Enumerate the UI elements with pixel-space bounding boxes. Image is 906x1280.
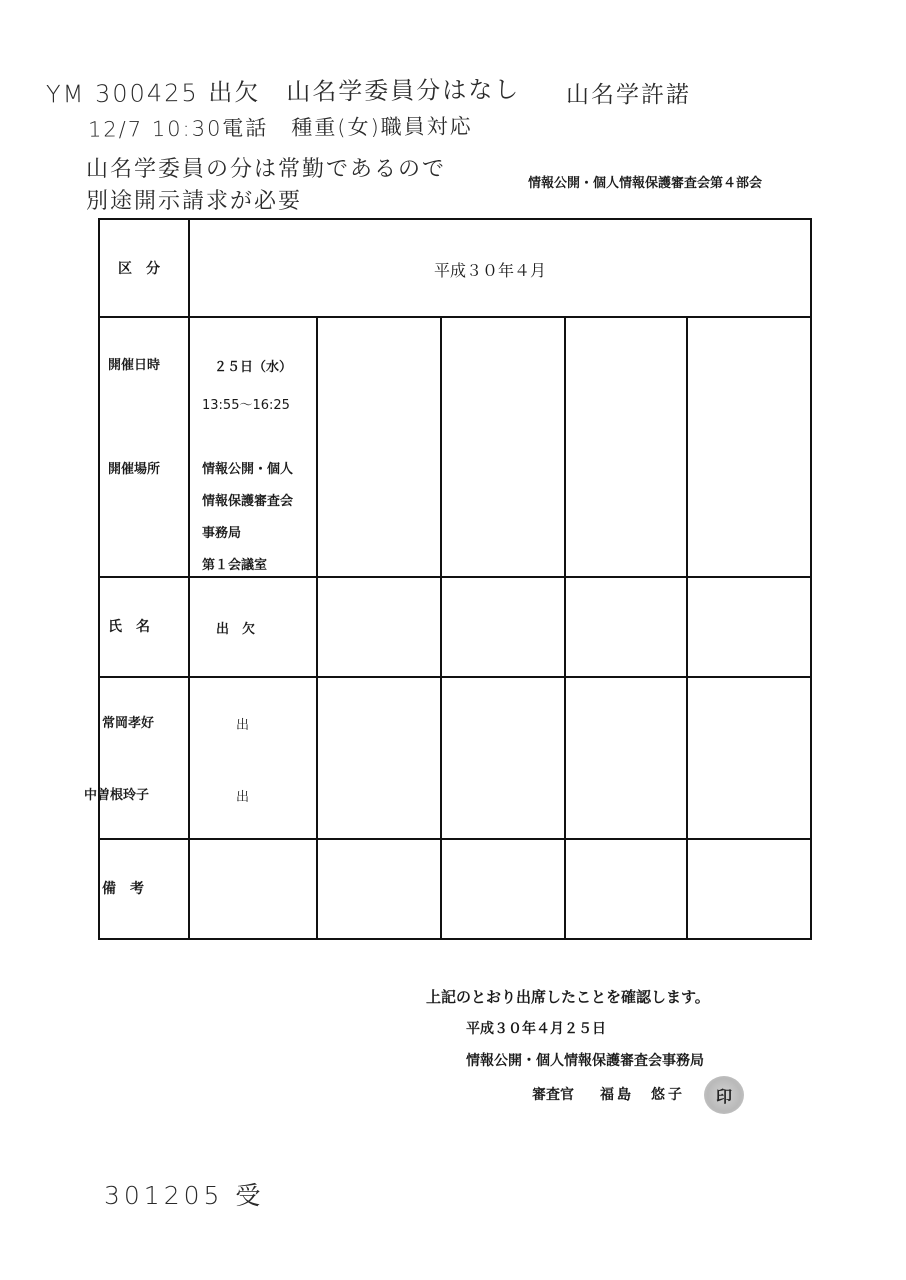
session-column-divider-1: [316, 316, 318, 940]
seal-stamp-icon: [704, 1076, 744, 1114]
category-label: 区 分: [118, 261, 160, 277]
confirmation-org: 情報公開・個人情報保護審査会事務局: [466, 1053, 704, 1069]
attendance-table: [84, 218, 812, 940]
handwritten-note-phone-call: 12/7 10:30電話 種重(女)職員対応: [87, 114, 473, 142]
document-header-org: 情報公開・個人情報保護審査会第４部会: [528, 176, 763, 191]
table-border-bottom: [98, 938, 812, 940]
session-column-divider-4: [686, 316, 688, 940]
label-column-divider: [188, 218, 190, 940]
confirmation-date: 平成３０年４月２５日: [466, 1021, 606, 1037]
session-column-divider-2: [440, 316, 442, 940]
month-header: 平成３０年４月: [434, 261, 547, 280]
session-column-divider-3: [564, 316, 566, 940]
seal-text: 印: [715, 1086, 732, 1106]
handwritten-note-attendance: YM 300425 出欠 山名学委員分はなし: [45, 75, 521, 109]
attendance-label: 出 欠: [216, 622, 256, 637]
remarks-label: 備 考: [102, 881, 144, 897]
venue-line-4: 第１会議室: [202, 558, 268, 573]
venue-line-1: 情報公開・個人: [202, 462, 294, 477]
confirmation-text: 上記のとおり出席したことを確認します。: [426, 988, 710, 1006]
handwritten-note-fulltime: 山名学委員の分は常勤であるので: [86, 157, 447, 182]
venue-line-2: 情報保護審査会: [202, 494, 294, 509]
table-border-right: [810, 218, 812, 940]
row-divider-members: [98, 838, 812, 840]
member-status-2: 出: [236, 790, 250, 805]
handwritten-note-separate-request: 別途開示請求が必要: [86, 189, 303, 214]
row-divider-name: [98, 676, 812, 678]
meeting-date: ２５日（水）: [214, 360, 293, 375]
row-divider-venue: [98, 576, 812, 578]
table-border-top: [98, 218, 812, 220]
name-label: 氏 名: [108, 619, 150, 635]
datetime-label: 開催日時: [108, 358, 161, 373]
examiner-name: 福島 悠子: [600, 1087, 685, 1103]
handwritten-note-permission: 山名学許諾: [566, 82, 691, 108]
meeting-time: 13:55〜16:25: [202, 398, 290, 413]
row-divider-header: [98, 316, 812, 318]
member-status-1: 出: [236, 718, 250, 733]
examiner-title: 審査官: [532, 1087, 574, 1103]
member-name-2: 中曽根玲子: [84, 788, 150, 803]
table-border-left: [98, 218, 100, 940]
handwritten-received-stamp: 301205 受: [104, 1181, 265, 1210]
venue-label: 開催場所: [108, 462, 161, 477]
member-name-1: 常岡孝好: [102, 716, 155, 731]
venue-line-3: 事務局: [202, 526, 242, 541]
